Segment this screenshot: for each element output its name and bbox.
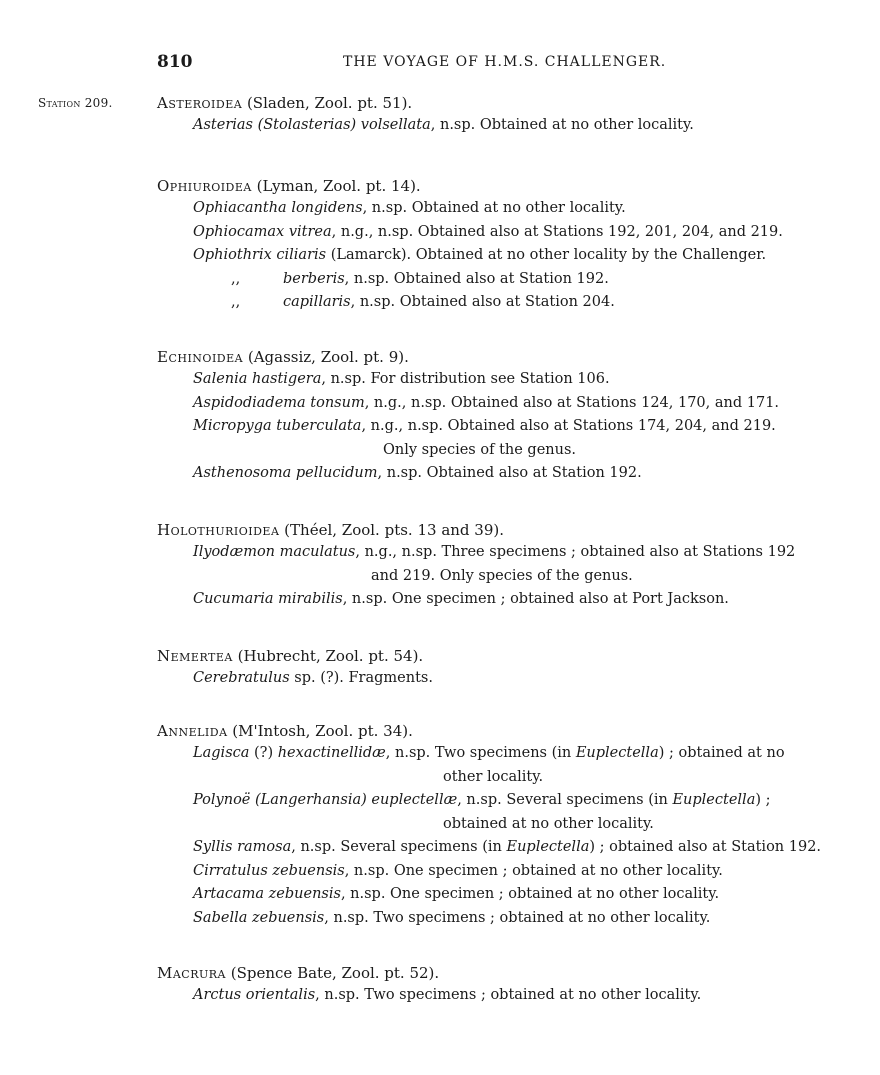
species-note: , n.sp. Obtained also at Station 204. [350,294,615,310]
species-entry [193,907,857,931]
species-entry [193,392,857,416]
species-name: Lagisca [193,745,250,761]
section-echinoidea [157,346,857,486]
species-note: , n.sp. For distribution see Station 106. [321,371,610,387]
host-name: Euplectella [575,745,659,761]
species-entry [193,197,857,221]
entry-continuation: other locality. [443,768,544,785]
species-entry [193,291,857,315]
species-note: , n.g., n.sp. Obtained also at Stations 174, 204, and 219. [361,418,776,434]
species-note-tail: ) ; obtained at no [658,745,785,761]
species-note: , n.sp. Obtained also at Station 192. [344,270,609,287]
species-note: , n.sp. Several specimens (in [457,792,673,808]
section-heading [157,720,857,742]
section-annelida [157,720,857,930]
section-heading [157,92,857,114]
species-entry [193,244,857,268]
species-note: , n.sp. Obtained at no other locality. [430,117,694,133]
species-note-tail: ) ; [755,792,771,808]
species-name: Salenia hastigera [193,371,322,387]
ditto-mark: ,, [231,270,241,287]
species-note: , n.sp. Two specimens ; obtained at no other locality. [315,987,702,1003]
species-entry [193,667,857,691]
species-entry [193,462,857,486]
ditto-mark: ,, [231,294,241,310]
species-note: , n.sp. One specimen ; obtained at no other locality. [344,862,723,879]
section-asteroidea [157,92,857,138]
species-name: Micropyga tuberculata [193,418,362,434]
group-name: Echinoidea [157,348,244,366]
species-name: Ophiocamax vitrea [193,223,332,240]
species-name: Ophiacantha longidens [193,200,363,216]
species-note: , n.g., n.sp. Obtained also at Stations 192, 201, 204, and 219. [331,223,783,240]
species-name: berberis [283,270,345,287]
species-note: , n.g., n.sp. Three specimens ; obtained also at Stations 192 [355,544,796,560]
species-name: Artacama zebuensis [193,886,341,902]
group-authority: (Lyman, Zool. pt. 14). [251,177,421,195]
species-name: Cucumaria mirabilis [193,591,343,607]
group-authority: (M'Intosh, Zool. pt. 34). [227,722,413,740]
species-name: Asterias (Stolasterias) volsellata [193,117,431,133]
section-heading [157,346,857,368]
species-name: Polynoë (Langerhansia) euplectellæ [193,792,458,808]
species-note: (Lamarck). Obtained at no other locality by the Challenger. [326,247,767,263]
species-epithet: hexactinellidæ [277,745,386,761]
entry-continuation: and 219. Only species of the genus. [371,567,633,584]
species-note: , n.sp. Two specimens (in [385,745,576,761]
group-name: Nemertea [157,647,233,665]
section-heading [157,175,857,197]
group-name: Macrura [157,964,226,982]
station-label: Station 209. [38,96,113,110]
group-name: Asteroidea [157,94,243,112]
species-note: , n.sp. One specimen ; obtained at no other locality. [340,886,720,902]
species-note: , n.sp. Two specimens ; obtained at no other locality. [324,909,711,926]
section-holothurioidea [157,519,857,612]
species-name: Aspidodiadema tonsum [193,394,365,411]
group-authority: (Spence Bate, Zool. pt. 52). [226,964,440,982]
species-entry [193,415,857,439]
species-name: capillaris [283,294,351,310]
entry-continuation: Only species of the genus. [383,441,577,458]
species-name: Sabella zebuensis [193,909,325,926]
group-authority: (Sladen, Zool. pt. 51). [242,94,413,112]
species-name: Ophiothrix ciliaris [193,247,327,263]
section-heading [157,962,857,984]
host-name: Euplectella [506,839,590,855]
section-heading [157,519,857,541]
species-name: Ilyodæmon maculatus [193,544,356,560]
page-number: 810 [157,52,193,72]
species-note: , n.sp. Obtained also at Station 192. [377,465,642,481]
species-entry [193,860,857,884]
group-authority: (Théel, Zool. pts. 13 and 39). [279,521,504,539]
section-heading [157,645,857,667]
species-entry [193,588,857,612]
section-ophiuroidea [157,175,857,315]
entry-continuation: obtained at no other locality. [443,815,654,832]
species-name: Cerebratulus [193,670,290,686]
species-entry [193,742,857,766]
species-note: sp. (?). Fragments. [289,670,433,686]
group-name: Ophiuroidea [157,177,252,195]
species-note: , n.sp. One specimen ; obtained also at Port Jackson. [342,591,729,607]
species-qualifier: (?) [249,745,278,761]
species-name: Cirratulus zebuensis [193,862,345,879]
species-name: Syllis ramosa [193,839,292,855]
species-name: Asthenosoma pellucidum [193,465,378,481]
species-entry [193,789,857,813]
species-entry [193,541,857,565]
host-name: Euplectella [672,792,756,808]
section-nemertea [157,645,857,691]
species-name: Arctus orientalis [193,987,316,1003]
page-header [0,52,880,76]
running-title: THE VOYAGE OF H.M.S. CHALLENGER. [343,54,667,70]
species-note: , n.g., n.sp. Obtained also at Stations 124, 170, and 171. [364,394,780,411]
species-note: , n.sp. Obtained at no other locality. [362,200,626,216]
species-entry [193,836,857,860]
group-authority: (Hubrecht, Zool. pt. 54). [232,647,424,665]
species-note-tail: ) ; obtained also at Station 192. [589,839,822,855]
species-entry [193,114,857,138]
species-note: , n.sp. Several specimens (in [291,839,507,855]
species-entry [193,883,857,907]
group-authority: (Agassiz, Zool. pt. 9). [243,348,409,366]
section-macrura [157,962,857,1008]
group-name: Annelida [157,722,228,740]
species-entry [193,221,857,245]
species-entry [193,984,857,1008]
species-entry [193,268,857,292]
species-entry [193,368,857,392]
group-name: Holothurioidea [157,521,280,539]
